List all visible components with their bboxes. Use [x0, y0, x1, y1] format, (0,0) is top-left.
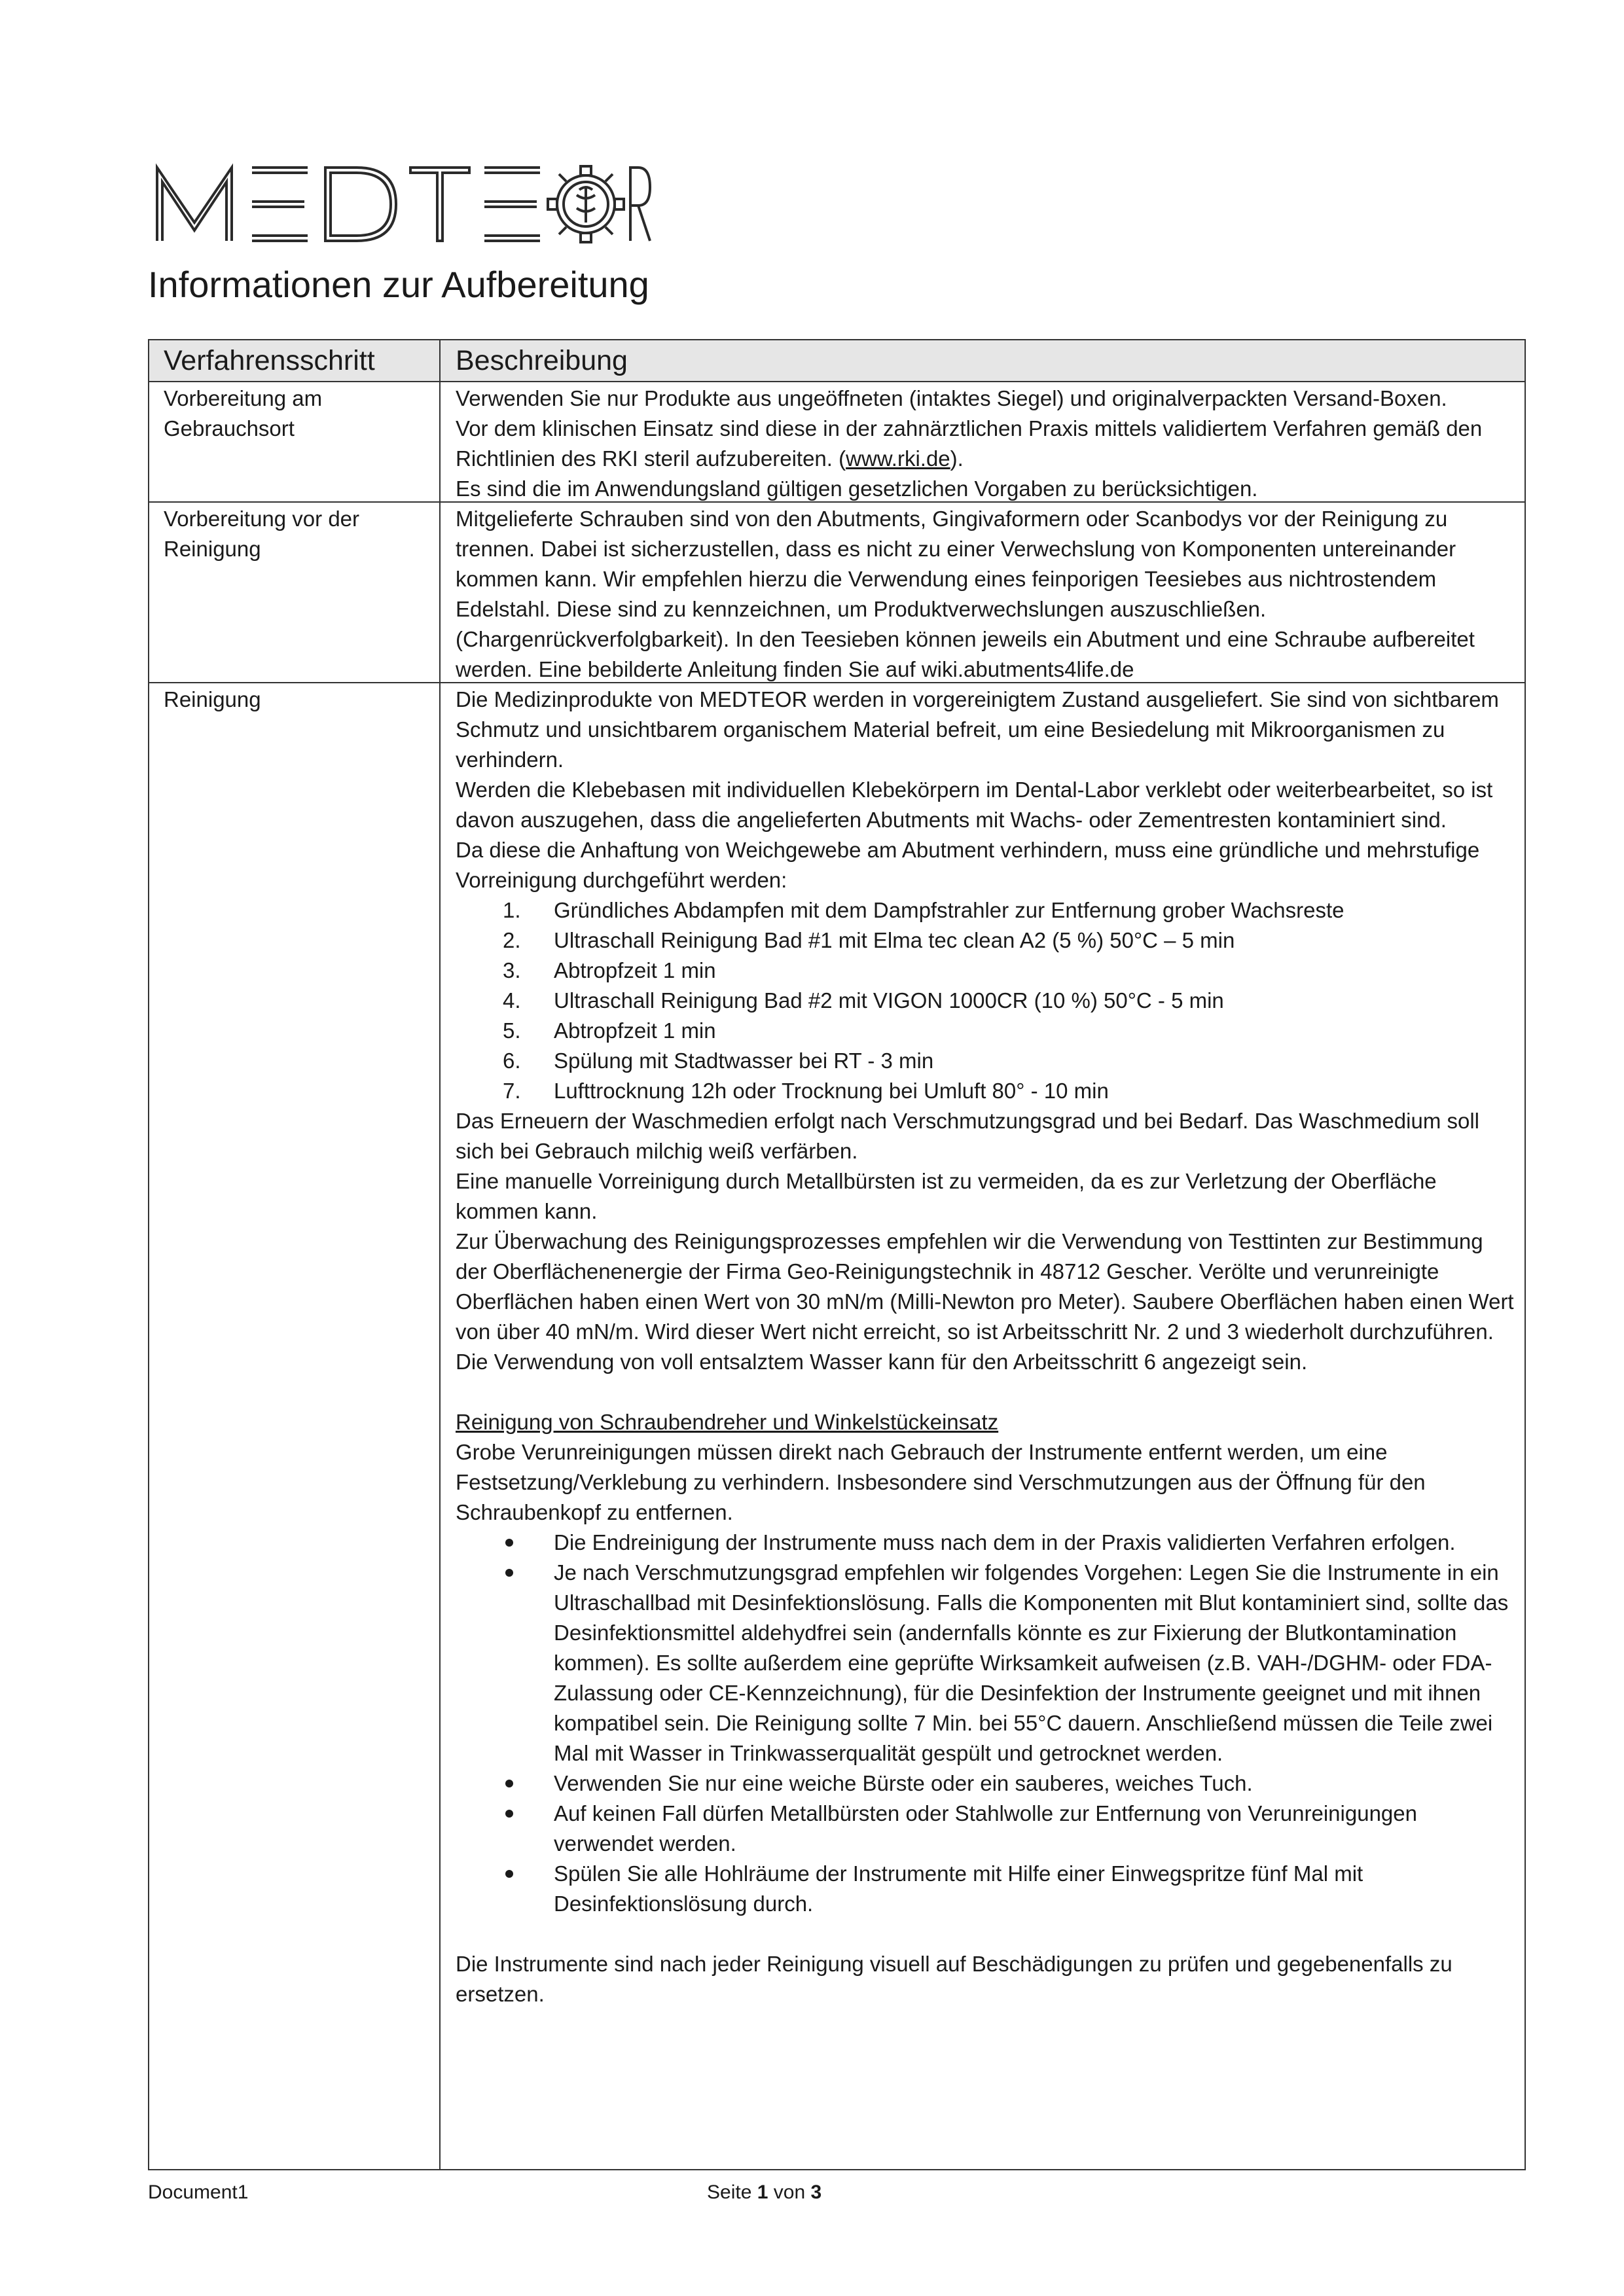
medteor-logo: [154, 162, 651, 243]
list-item: [456, 1859, 1516, 1919]
paragraph: Verwenden Sie nur Produkte aus ungeöffneten (intaktes Siegel) und originalverpackten Versand-Boxen.: [456, 386, 1447, 410]
paragraph: Zur Überwachung des Reinigungsprozesses empfehlen wir die Verwendung von Testtinten zur Bestimmung der Oberflächenenergie der Firma Geo-Reinigungstechnik in 48712 Gescher. Verölte und verunreinigte Oberflächen haben einen Wert von 30 mN/m (Milli-Newton pro Meter). Saubere Oberflächen haben einen Wert von über 40 mN/m. Wird dieser Wert nicht erreicht, so ist Arbeitsschritt Nr. 2 und 3 wiederholt durchzuführen. Die Verwendung von voll entsalztem Wasser kann für den Arbeitsschritt 6 angezeigt sein.: [456, 1229, 1514, 1374]
header-description: Beschreibung: [456, 345, 628, 376]
paragraph-text: Vor dem klinischen Einsatz sind diese in der zahnärztlichen Praxis mittels validiertem Verfahren gemäß den Richtlinien des RKI steril aufzubereiten. (: [456, 416, 1483, 471]
list-number: 5.: [503, 1018, 521, 1043]
list-number: 6.: [503, 1049, 521, 1073]
document-title: Informationen zur Aufbereitung: [148, 264, 649, 305]
page-label: Seite: [707, 2181, 752, 2203]
table-row-step: Reinigung: [164, 687, 261, 711]
list-item: [456, 925, 1516, 956]
list-item: [456, 956, 1516, 986]
paragraph: Mitgelieferte Schrauben sind von den Abutments, Gingivaformern oder Scanbodys vor der Reinigung zu trennen. Dabei ist sicherzustellen, dass es nicht zu einer Verwechslung von Komponenten untereinander kommen kann. Wir empfehlen hierzu die Verwendung eines feinporigen Teesiebes aus nichtrostendem Edelstahl. Diese sind zu kennzeichnen, um Produktverwechslungen auszuschließen. (Chargenrückverfolgbarkeit). In den Teesieben können jeweils ein Abutment und eine Schraube aufbereitet werden. Eine bebilderte Anleitung finden Sie auf wiki.abutments4life.de: [456, 507, 1475, 681]
list-number: 4.: [503, 988, 521, 1013]
rki-link[interactable]: www.rki.de: [846, 446, 950, 471]
paragraph: Das Erneuern der Waschmedien erfolgt nach Verschmutzungsgrad und bei Bedarf. Das Waschmedium soll sich bei Gebrauch milchig weiß verfärben.: [456, 1109, 1479, 1163]
bullet-icon: [505, 1870, 513, 1878]
list-text: Lufttrocknung 12h oder Trocknung bei Umluft 80° - 10 min: [554, 1079, 1109, 1103]
paragraph: Die Instrumente sind nach jeder Reinigung visuell auf Beschädigungen zu prüfen und gegebenenfalls zu ersetzen.: [456, 1952, 1453, 2006]
table-row-description: [456, 685, 1516, 2009]
list-item: [456, 895, 1516, 925]
list-item: [456, 1076, 1516, 1106]
paragraph-text: ).: [950, 446, 964, 471]
bullet-icon: [505, 1539, 513, 1547]
footer-document-name: Document1: [148, 2181, 249, 2203]
list-number: 7.: [503, 1079, 521, 1103]
list-text: Abtropfzeit 1 min: [554, 958, 716, 982]
cleaning-steps-list: [456, 895, 1516, 1106]
table-row-description: [456, 384, 1516, 504]
list-text: Je nach Verschmutzungsgrad empfehlen wir folgendes Vorgehen: Legen Sie die Instrumente in ein Ultraschallbad mit Desinfektionslösung. Falls die Komponenten mit Blut kontaminiert sind, sollte das Desinfektionsmittel aldehydfrei sein (andernfalls könnte es zur Fixierung der Blutkontamination kommen). Es sollte außerdem eine geprüfte Wirksamkeit aufweisen (z.B. VAH-/DGHM- oder FDA-Zulassung oder CE-Kennzeichnung), für die Desinfektion der Instrumente geeignet und mit ihnen kompatibel sein. Die Reinigung sollte 7 Min. bei 55°C dauern. Anschließend müssen die Teile zwei Mal mit Wasser in Trinkwasserqualität gespült und getrocknet werden.: [554, 1560, 1509, 1765]
list-number: 1.: [503, 898, 521, 922]
list-item: [456, 1558, 1516, 1768]
list-text: Ultraschall Reinigung Bad #2 mit VIGON 1000CR (10 %) 50°C - 5 min: [554, 988, 1224, 1013]
list-item: [456, 1799, 1516, 1859]
paragraph: Die Medizinprodukte von MEDTEOR werden in vorgereinigtem Zustand ausgeliefert. Sie sind von sichtbarem Schmutz und unsichtbarem organischem Material befreit, um eine Besiedelung mit Mikroorganismen zu verhindern.: [456, 687, 1499, 772]
list-number: 3.: [503, 958, 521, 982]
list-item: [456, 1046, 1516, 1076]
header-step: Verfahrensschritt: [164, 345, 375, 376]
page-of: von: [773, 2181, 806, 2203]
table-row-description: [456, 504, 1516, 685]
paragraph: Da diese die Anhaftung von Weichgewebe am Abutment verhindern, muss eine gründliche und mehrstufige Vorreinigung durchgeführt werden:: [456, 838, 1480, 892]
table-header-row: [149, 340, 1525, 381]
bullet-icon: [505, 1569, 513, 1577]
paragraph: Werden die Klebebasen mit individuellen Klebekörpern im Dental-Labor verklebt oder weiterbearbeitet, so ist davon auszugehen, dass die angelieferten Abutments mit Wachs- oder Zementresten kontaminiert sind.: [456, 778, 1493, 832]
list-text: Auf keinen Fall dürfen Metallbürsten oder Stahlwolle zur Entfernung von Verunreinigungen verwendet werden.: [554, 1801, 1417, 1856]
list-item: [456, 986, 1516, 1016]
paragraph: [456, 414, 1516, 474]
paragraph: Es sind die im Anwendungsland gültigen gesetzlichen Vorgaben zu berücksichtigen.: [456, 476, 1258, 501]
list-text: Die Endreinigung der Instrumente muss nach dem in der Praxis validierten Verfahren erfolgen.: [554, 1530, 1456, 1554]
list-number: 2.: [503, 928, 521, 952]
paragraph: Eine manuelle Vorreinigung durch Metallbürsten ist zu vermeiden, da es zur Verletzung der Oberfläche kommen kann.: [456, 1169, 1437, 1223]
page-current: 1: [757, 2181, 768, 2203]
footer-page-number: [707, 2179, 821, 2206]
table-row-step: Vorbereitung am Gebrauchsort: [164, 386, 323, 440]
reprocessing-table: [148, 339, 1526, 2170]
list-text: Ultraschall Reinigung Bad #1 mit Elma tec clean A2 (5 %) 50°C – 5 min: [554, 928, 1235, 952]
list-text: Spülung mit Stadtwasser bei RT - 3 min: [554, 1049, 934, 1073]
paragraph: Grobe Verunreinigungen müssen direkt nach Gebrauch der Instrumente entfernt werden, um eine Festsetzung/Verklebung zu verhindern. Insbesondere sind Verschmutzungen aus der Öffnung für den Schraubenkopf zu entfernen.: [456, 1440, 1426, 1524]
bullet-icon: [505, 1810, 513, 1818]
list-text: Verwenden Sie nur eine weiche Bürste oder ein sauberes, weiches Tuch.: [554, 1771, 1253, 1795]
list-item: [456, 1768, 1516, 1799]
bullet-icon: [505, 1780, 513, 1787]
list-text: Gründliches Abdampfen mit dem Dampfstrahler zur Entfernung grober Wachsreste: [554, 898, 1344, 922]
list-item: [456, 1016, 1516, 1046]
list-text: Spülen Sie alle Hohlräume der Instrumente mit Hilfe einer Einwegspritze fünf Mal mit Desinfektionslösung durch.: [554, 1861, 1363, 1916]
table-row-step: Vorbereitung vor der Reinigung: [164, 507, 360, 561]
subheading: Reinigung von Schraubendreher und Winkelstückeinsatz: [456, 1410, 999, 1434]
list-text: Abtropfzeit 1 min: [554, 1018, 716, 1043]
page-total: 3: [810, 2181, 822, 2203]
instrument-cleaning-list: [456, 1528, 1516, 1919]
list-item: [456, 1528, 1516, 1558]
